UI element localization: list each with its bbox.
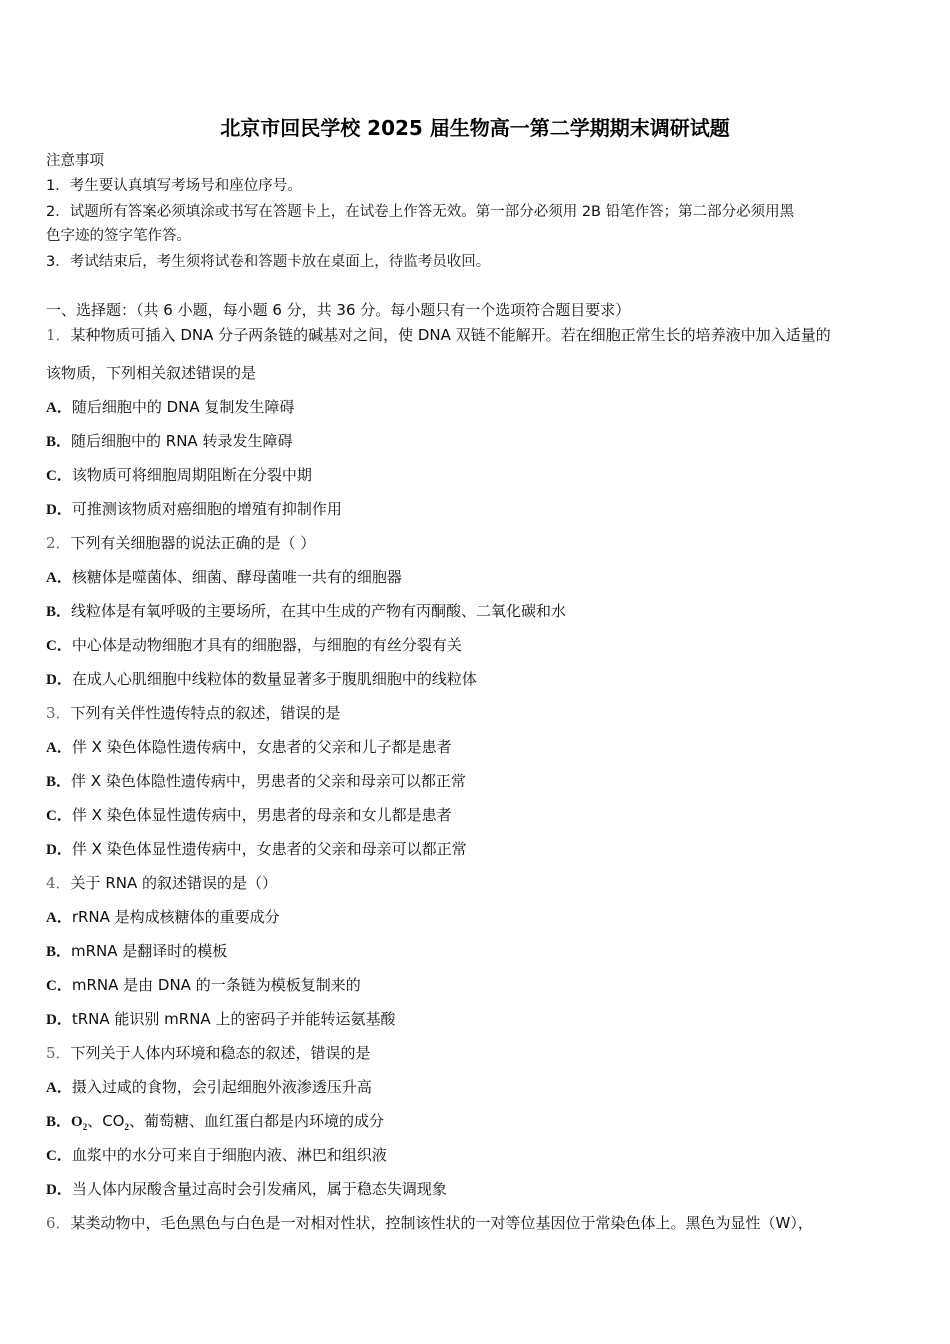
option-letter: B． [46, 604, 72, 620]
option-letter: C． [46, 808, 72, 824]
question-2-option-c [46, 635, 906, 656]
question-5-stem [46, 1043, 906, 1063]
question-4-option-c [46, 975, 906, 996]
question-5-option-b [46, 1111, 906, 1137]
question-2-option-b [46, 601, 906, 622]
question-text: 某种物质可插入 DNA 分子两条链的碱基对之间，使 DNA 双链不能解开。若在细胞正常生长的培养液中加入适量的 [70, 326, 831, 344]
subscript: 2 [124, 1122, 129, 1132]
option-text: 、CO [87, 1112, 125, 1130]
question-number: 3． [46, 704, 71, 722]
option-text: 伴 X 染色体隐性遗传病中，女患者的父亲和儿子都是患者 [71, 738, 452, 756]
notice-item-2-cont: 色字迹的签字笔作答。 [46, 228, 191, 244]
option-letter: D． [46, 1182, 72, 1198]
question-2-option-a [46, 567, 906, 588]
option-text: mRNA 是由 DNA 的一条链为模板复制来的 [71, 976, 361, 994]
question-1-stem [46, 325, 906, 345]
option-text: 中心体是动物细胞才具有的细胞器，与细胞的有丝分裂有关 [71, 636, 462, 654]
option-text: 血浆中的水分可来自于细胞内液、淋巴和组织液 [71, 1146, 387, 1164]
question-5-option-c [46, 1145, 906, 1166]
question-3-option-c [46, 805, 906, 826]
notice-heading: 注意事项 [46, 153, 104, 169]
option-text: 伴 X 染色体隐性遗传病中，男患者的父亲和母亲可以都正常 [71, 772, 466, 790]
option-text: 在成人心肌细胞中线粒体的数量显著多于腹肌细胞中的线粒体 [71, 670, 477, 688]
notice-item-3: 3．考试结束后，考生须将试卷和答题卡放在桌面上，待监考员收回。 [46, 254, 491, 270]
question-4-stem [46, 873, 906, 893]
option-letter: C． [46, 1148, 72, 1164]
option-letter: B． [46, 774, 72, 790]
option-letter: B． [46, 434, 72, 450]
question-number: 2． [46, 534, 71, 552]
option-text: 可推测该物质对癌细胞的增殖有抑制作用 [71, 500, 342, 518]
option-letter: A． [46, 400, 72, 416]
question-2-stem [46, 533, 906, 553]
question-1-option-c [46, 465, 906, 486]
option-text: 、葡萄糖、血红蛋白都是内环境的成分 [128, 1112, 384, 1130]
question-number: 5． [46, 1044, 71, 1062]
option-text: 核糖体是噬菌体、细菌、酵母菌唯一共有的细胞器 [71, 568, 402, 586]
option-text: 该物质可将细胞周期阻断在分裂中期 [71, 466, 312, 484]
option-text: tRNA 能识别 mRNA 上的密码子并能转运氨基酸 [71, 1010, 396, 1028]
question-number: 1． [46, 326, 71, 344]
option-text: 伴 X 染色体显性遗传病中，男患者的母亲和女儿都是患者 [71, 806, 452, 824]
question-1-option-d [46, 499, 906, 520]
question-number: 6． [46, 1214, 71, 1232]
question-5-option-d [46, 1179, 906, 1200]
option-text: rRNA 是构成核糖体的重要成分 [71, 908, 280, 926]
notice-item-2: 2．试题所有答案必须填涂或书写在答题卡上，在试卷上作答无效。第一部分必须用 2B 铅笔作答；第二部分必须用黑 [46, 204, 795, 220]
question-3-option-d [46, 839, 906, 860]
option-text: 随后细胞中的 DNA 复制发生障碍 [71, 398, 295, 416]
question-1-option-a [46, 397, 906, 418]
option-letter: D． [46, 1012, 72, 1028]
option-text: 当人体内尿酸含量过高时会引发痛风，属于稳态失调现象 [71, 1180, 447, 1198]
question-6-stem [46, 1213, 906, 1233]
question-4-option-b [46, 941, 906, 962]
option-text: 随后细胞中的 RNA 转录发生障碍 [71, 432, 293, 450]
option-letter: B． [46, 1114, 72, 1130]
formula-o2: O [71, 1114, 83, 1130]
subscript: 2 [82, 1122, 88, 1132]
question-1-option-b [46, 431, 906, 452]
question-text: 下列有关伴性遗传特点的叙述，错误的是 [70, 704, 341, 722]
question-text: 下列关于人体内环境和稳态的叙述，错误的是 [70, 1044, 371, 1062]
option-letter: B． [46, 944, 72, 960]
option-text: 伴 X 染色体显性遗传病中，女患者的父亲和母亲可以都正常 [71, 840, 467, 858]
notice-item-1: 1．考生要认真填写考场号和座位序号。 [46, 178, 302, 194]
option-text: 线粒体是有氧呼吸的主要场所，在其中生成的产物有丙酮酸、二氧化碳和水 [71, 602, 567, 620]
option-text: mRNA 是翻译时的模板 [71, 942, 228, 960]
option-letter: D． [46, 842, 72, 858]
question-text: 下列有关细胞器的说法正确的是（ ） [70, 534, 316, 552]
option-letter: A． [46, 1080, 72, 1096]
question-2-option-d [46, 669, 906, 690]
question-number: 4． [46, 874, 71, 892]
option-letter: D． [46, 672, 72, 688]
option-letter: D． [46, 502, 72, 518]
option-letter: A． [46, 910, 72, 926]
option-letter: C． [46, 638, 72, 654]
exam-title: 北京市回民学校 2025 届生物高一第二学期期末调研试题 [220, 116, 730, 140]
question-text: 某类动物中，毛色黑色与白色是一对相对性状，控制该性状的一对等位基因位于常染色体上。黑色为显性（W）， [70, 1214, 813, 1232]
question-3-option-a [46, 737, 906, 758]
option-letter: A． [46, 740, 72, 756]
section-heading: 一、选择题：（共 6 小题，每小题 6 分，共 36 分。每小题只有一个选项符合题目要求） [46, 301, 631, 319]
option-letter: C． [46, 468, 72, 484]
question-4-option-d [46, 1009, 906, 1030]
question-3-stem [46, 703, 906, 723]
option-letter: A． [46, 570, 72, 586]
question-5-option-a [46, 1077, 906, 1098]
option-text: 摄入过咸的食物，会引起细胞外液渗透压升高 [71, 1078, 372, 1096]
question-3-option-b [46, 771, 906, 792]
question-text: 关于 RNA 的叙述错误的是（） [70, 874, 277, 892]
option-letter: C． [46, 978, 72, 994]
question-4-option-a [46, 907, 906, 928]
question-1-stem-cont: 该物质，下列相关叙述错误的是 [46, 364, 257, 382]
